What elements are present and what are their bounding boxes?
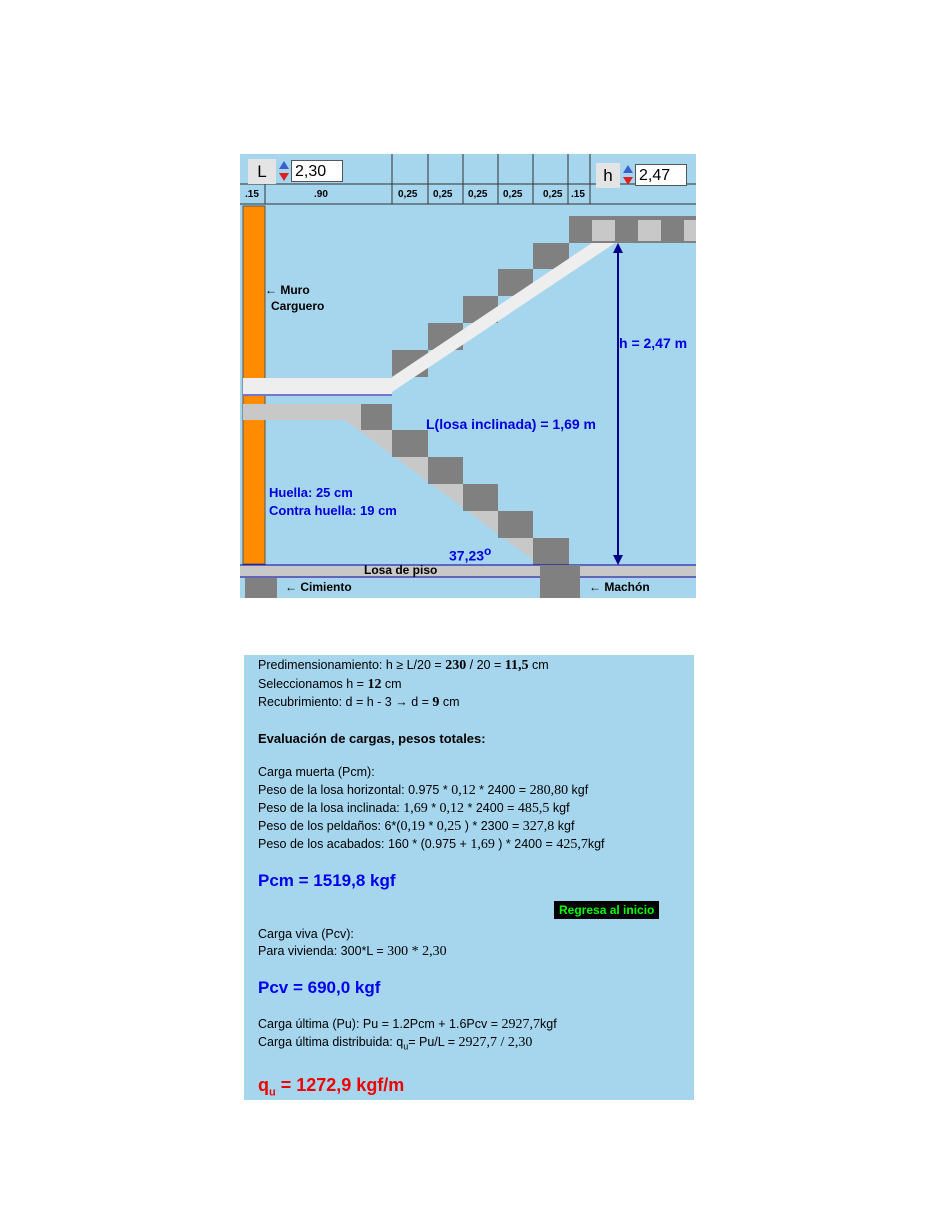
dim-label: .15 bbox=[245, 189, 259, 200]
predimensionamiento-line: Predimensionamiento: h ≥ L/20 = 230 / 20 = 11,5 cm bbox=[258, 658, 549, 673]
h-label: h bbox=[596, 163, 620, 188]
h-measure: h = 2,47 m bbox=[619, 335, 688, 351]
h-input[interactable]: 2,47 bbox=[635, 164, 687, 186]
losa-inclinada-line: Peso de la losa inclinada: 1,69 * 0,12 * 2400 = 485,5 kgf bbox=[258, 801, 570, 816]
carga-muerta-heading: Carga muerta (Pcm): bbox=[258, 765, 375, 779]
recubrimiento-line: Recubrimiento: d = h - 3 → d = 9 cm bbox=[258, 695, 460, 710]
eval-heading: Evaluación de cargas, pesos totales: bbox=[258, 731, 486, 746]
cimiento-label: ← Cimiento bbox=[285, 580, 352, 594]
dim-label: 0,25 bbox=[398, 189, 418, 200]
carga-ultima-line: Carga última (Pu): Pu = 1.2Pcm + 1.6Pcv = 2927,7kgf bbox=[258, 1017, 557, 1032]
pcv-total: Pcv = 690,0 kgf bbox=[258, 978, 381, 997]
stair-drawing bbox=[240, 154, 696, 598]
stair-diagram bbox=[240, 154, 696, 598]
qu-result: $q_u = 1272,9$ kgf/m bbox=[258, 1075, 405, 1099]
L-input[interactable]: 2,30 bbox=[291, 160, 343, 182]
machon-label: ← Machón bbox=[589, 580, 650, 594]
contra-huella-label: Contra huella: 19 cm bbox=[269, 503, 397, 518]
angle-label: 37,23$^o$ bbox=[449, 544, 492, 564]
carga-viva-heading: Carga viva (Pcv): bbox=[258, 927, 354, 941]
huella-label: Huella: 25 cm bbox=[269, 485, 353, 500]
calculation-panel bbox=[244, 655, 694, 1100]
losa-horizontal-line: Peso de la losa horizontal: 0.975 * 0,12 * 2400 = 280,80 kgf bbox=[258, 783, 589, 798]
dim-label: 0,25 bbox=[543, 189, 563, 200]
L-spinner-icon[interactable] bbox=[277, 160, 291, 182]
vivienda-line: Para vivienda: 300*L = 300 * 2,30 bbox=[258, 944, 447, 959]
carga-distribuida-line: Carga última distribuida: $q_u= Pu/L = 2927,7 / 2,30$ bbox=[258, 1035, 533, 1052]
seleccionamos-line: Seleccionamos h = 12 cm bbox=[258, 677, 402, 692]
dim-label: 0,25 bbox=[433, 189, 453, 200]
muro-label-1: ← Muro bbox=[265, 283, 310, 297]
back-to-start-button[interactable]: Regresa al inicio bbox=[554, 901, 659, 919]
losa-piso-label: Losa de piso bbox=[364, 563, 438, 577]
L-label: L bbox=[248, 159, 276, 184]
h-spinner-icon[interactable] bbox=[621, 164, 635, 186]
dim-label: 0,25 bbox=[503, 189, 523, 200]
peldanos-line: Peso de los peldaños: 6*(0,19 * 0,25 ) * 2300 = 327,8 kgf bbox=[258, 819, 575, 834]
acabados-line: Peso de los acabados: 160 * (0.975 + 1,69 ) * 2400 = 425,7kgf bbox=[258, 837, 605, 852]
dim-label: .90 bbox=[314, 189, 328, 200]
dim-label: 0,25 bbox=[468, 189, 488, 200]
losa-inclinada-label: L(losa inclinada) = 1,69 m bbox=[426, 416, 597, 432]
dim-label: .15 bbox=[571, 189, 585, 200]
pcm-total: Pcm = 1519,8 kgf bbox=[258, 871, 396, 890]
muro-label-2: Carguero bbox=[271, 299, 325, 313]
